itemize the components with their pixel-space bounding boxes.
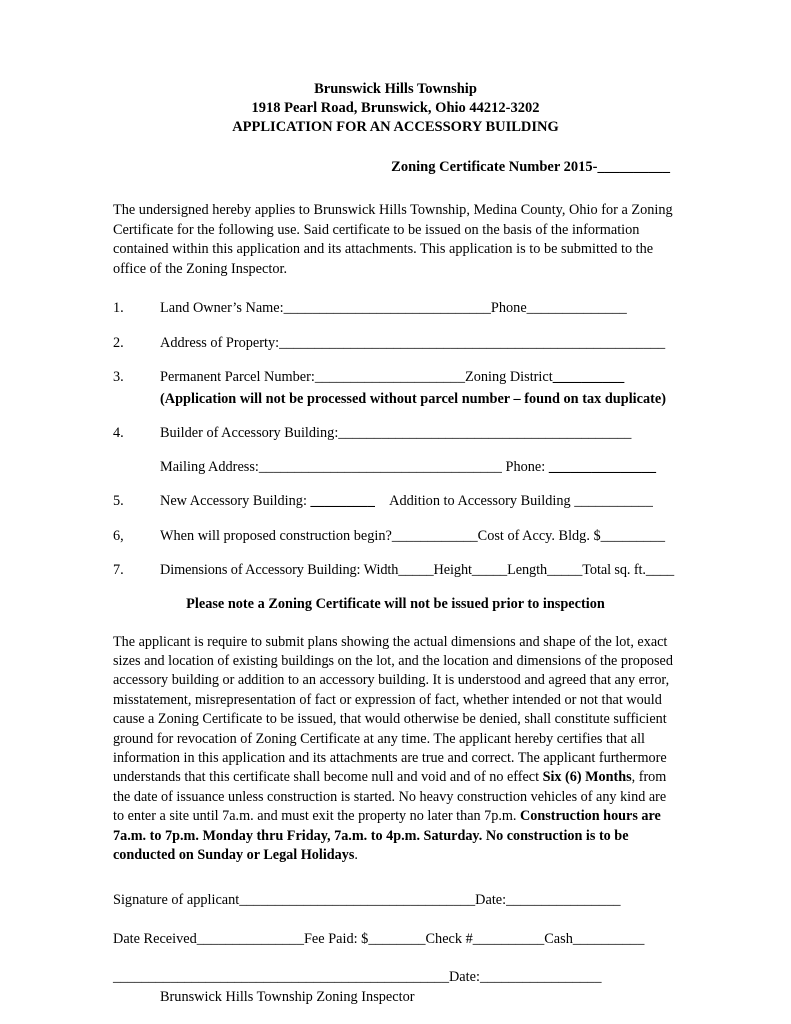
item-body [160,299,678,319]
zoning-district-label: Zoning District [464,369,553,385]
document-header [113,80,678,137]
construction-begin-label: When will proposed construction begin? [160,527,392,544]
zoning-district-field[interactable]: __________ [552,369,625,385]
form-item-5 [113,492,678,512]
cost-label: Cost of Accy. Bldg. $ [477,527,601,544]
form-items-list [113,299,678,581]
signature-row [113,891,678,911]
item-body [160,424,678,477]
form-item-2 [113,334,678,354]
form-item-6 [113,527,678,547]
item-body [160,368,678,409]
parcel-number-note: (Application will not be processed without parcel number – found on tax duplicate) [160,390,666,407]
item-number: 5. [113,493,124,509]
addition-accessory-building-field[interactable]: ___________ [574,493,653,509]
terms-bold-six-months: Six (6) Months [542,769,632,786]
land-owner-name-field[interactable]: _____________________________ [283,300,491,316]
terms-part-3: . [354,846,358,863]
inspector-title: Brunswick Hills Township Zoning Inspector [160,988,415,1005]
builder-phone-label: Phone: [505,458,546,475]
item-body [160,334,678,354]
item-number: 1. [113,300,124,316]
zoning-certificate-number [113,159,678,176]
check-number-label: Check # [425,930,473,947]
header-line-address: 1918 Pearl Road, Brunswick, Ohio 44212-3202 [251,100,540,116]
phone-label: Phone [490,300,527,316]
signature-date-label: Date: [475,892,507,909]
height-label: Height [433,562,472,578]
parcel-number-field[interactable]: _____________________ [314,369,465,385]
total-sqft-label: Total sq. ft. [582,562,646,578]
header-line-township: Brunswick Hills Township [314,81,477,97]
signature-date-field[interactable]: ________________ [506,892,621,909]
item-number: 3. [113,369,124,385]
length-label: Length [507,562,548,578]
length-field[interactable]: _____ [547,562,583,578]
form-item-1 [113,299,678,319]
inspector-date-field[interactable]: _________________ [479,969,602,986]
inspector-signature-row [113,968,678,988]
terms-bold-construction-hours: Construction hours are 7a.m. to 7p.m. Monday thru Friday, 7a.m. to 4p.m. Saturday. No construction is to be conducted on Sunday or Legal Holidays [113,808,661,863]
cash-label: Cash [544,930,573,947]
terms-part-1: The applicant is require to submit plans showing the actual dimensions and shape of the lot, exact sizes and location of existing buildings on the lot, and the location and dimensions of the proposed accessory building or addition to an accessory building. It is understood and agreed that any error, misstatement, misrepresentation of fact or expression of fact, whether intended or not that would cause a Zoning Certificate to be issued, that would otherwise be denied, shall constitute sufficient ground for revocation of Zoning Certificate at any time. The applicant hereby certifies that all information in this application and its attachments are true and correct. The applicant furthermore understands that this certificate shall become null and void and of no effect [113,633,673,786]
address-of-property-field[interactable]: ______________________________________________________ [279,334,666,351]
item-number: 6, [113,527,124,544]
item-body [160,492,678,512]
cost-field[interactable]: _________ [600,527,665,544]
item-number: 4. [113,425,124,441]
fee-paid-label: Fee Paid: $ [303,930,369,947]
date-received-row [113,930,678,950]
construction-begin-field[interactable]: ____________ [391,527,478,544]
builder-label: Builder of Accessory Building: [160,425,339,441]
signature-field[interactable]: _________________________________ [239,892,476,909]
mailing-address-row [160,458,678,478]
item-body [160,561,678,581]
signature-label: Signature of applicant [113,892,240,909]
form-item-7 [113,561,678,581]
builder-field[interactable]: _________________________________________ [338,425,632,441]
signature-block [113,891,678,1007]
phone-field[interactable]: ______________ [526,300,627,316]
addition-accessory-building-label: Addition to Accessory Building [389,493,571,509]
date-received-label: Date Received [113,930,197,947]
parcel-number-label: Permanent Parcel Number: [160,369,315,385]
date-received-field[interactable]: _______________ [196,930,304,947]
height-field[interactable]: _____ [471,562,508,578]
item-number: 7. [113,562,124,578]
new-accessory-building-label: New Accessory Building: [160,493,307,509]
terms-part-2: , from the date of issuance unless construction is started. No heavy construction vehicles of any kind are to enter a site until 7a.m. and must exit the property no later than 7p.m. [113,769,667,825]
intro-paragraph: The undersigned hereby applies to Brunswick Hills Township, Medina County, Ohio for a Zoning Certificate for the following use. Said certificate to be issued on the basis of the information contained within this application and its attachments. This application is to be submitted to the office of the Zoning Inspector. [113,202,673,277]
zoning-certificate-blank[interactable]: __________ [597,159,670,175]
new-accessory-building-field[interactable]: _________ [310,493,375,509]
inspector-date-label: Date: [448,969,480,986]
fee-paid-field[interactable]: ________ [368,930,426,947]
mailing-address-label: Mailing Address: [160,458,259,475]
header-line-title: APPLICATION FOR AN ACCESSORY BUILDING [232,119,559,135]
land-owner-name-label: Land Owner’s Name: [160,300,284,316]
builder-phone-field[interactable]: _______________ [548,458,657,475]
width-field[interactable]: _____ [398,562,434,578]
zoning-certificate-label: Zoning Certificate Number 2015- [391,159,598,175]
item-body [160,527,678,547]
item-number: 2. [113,334,124,351]
address-of-property-label: Address of Property: [160,334,280,351]
width-label: Dimensions of Accessory Building: Width [160,562,399,578]
terms-paragraph [113,633,678,866]
inspector-signature-field[interactable]: _______________________________________________ [113,969,449,986]
cash-field[interactable]: __________ [572,930,645,947]
total-sqft-field[interactable]: ____ [645,562,675,578]
form-item-3 [113,368,678,409]
inspection-note: Please note a Zoning Certificate will not be issued prior to inspection [186,595,605,612]
check-number-field[interactable]: __________ [472,930,545,947]
form-item-4 [113,424,678,477]
mailing-address-field[interactable]: __________________________________ [258,458,502,475]
